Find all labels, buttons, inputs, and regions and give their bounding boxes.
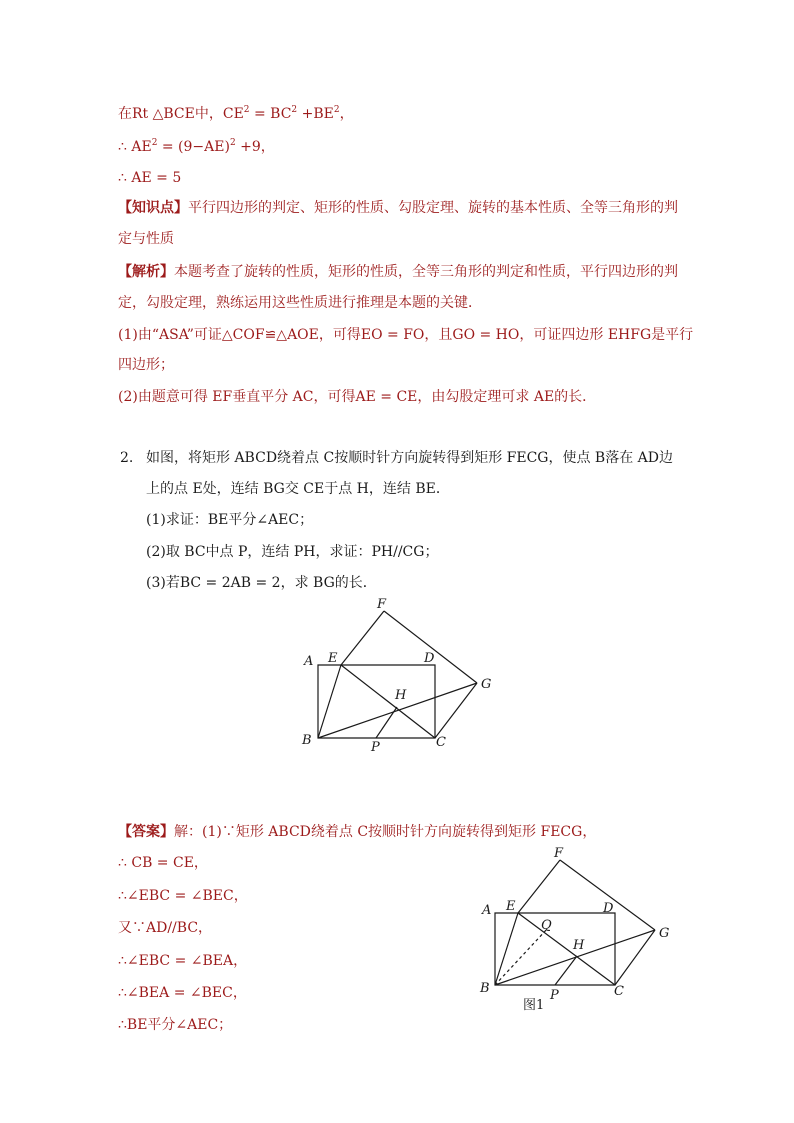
label-f: F xyxy=(377,597,387,612)
label-p: P xyxy=(371,740,380,755)
problem-number: 2. xyxy=(120,450,134,466)
analysis-line-5: (2)由题意可得 EF垂直平分 AC，可得AE = CE，由勾股定理可求 AE的长． xyxy=(118,389,597,405)
analysis-line-2: 定，勾股定理，熟练运用这些性质进行推理是本题的关键． xyxy=(118,295,482,311)
equation-ae-squared: ∴ $AE^2 = (9-AE)^2 +9$， xyxy=(118,138,275,155)
answer-line-5: ∴∠EBC = ∠BEA， xyxy=(118,953,248,969)
label-c-fig2: C xyxy=(614,984,624,999)
label-q-fig2: Q xyxy=(541,918,552,933)
answer-line-1: 【答案】解：(1)∵矩形 ABCD绕着点 C按顺时针方向旋转得到矩形 FECG， xyxy=(118,824,597,840)
problem-part-3: (3)若BC = 2AB = 2，求 BG的长． xyxy=(146,575,377,591)
answer-line-2: ∴ CB = CE， xyxy=(118,855,208,871)
label-c: C xyxy=(436,735,446,750)
label-b-fig2: B xyxy=(480,981,490,996)
segment-fg-fig2 xyxy=(560,860,655,930)
answer-line-7: ∴BE平分∠AEC； xyxy=(118,1017,233,1033)
problem-line-1: 如图，将矩形 ABCD绕着点 C按顺时针方向旋转得到矩形 FECG，使点 B落在 AD边 xyxy=(146,450,674,466)
label-d: D xyxy=(424,651,435,666)
answer-tag: 【答案】 xyxy=(118,824,174,840)
label-a-fig2: A xyxy=(482,903,492,918)
problem-part-1: (1)求证：BE平分∠AEC； xyxy=(146,512,314,528)
analysis-line-4: 四边形； xyxy=(118,357,174,373)
label-h-fig2: H xyxy=(573,938,585,953)
equation-ae-result: ∴ AE = 5 xyxy=(118,170,182,186)
label-g: G xyxy=(481,677,492,692)
segment-be-fig2 xyxy=(495,913,518,985)
equation-rt-triangle: 在Rt △BCE中，$CE^2 = BC^2 +BE^2$， xyxy=(118,105,354,122)
label-b: B xyxy=(302,733,312,748)
segment-ef-fig2 xyxy=(518,860,560,913)
rectangle-abcd-fig2 xyxy=(495,913,615,985)
label-p-fig2: P xyxy=(550,988,559,1003)
label-h: H xyxy=(395,688,407,703)
knowledge-tag: 【知识点】 xyxy=(118,200,188,216)
answer-line-3: ∴∠EBC = ∠BEC， xyxy=(118,888,248,904)
figure-caption: 图1 xyxy=(523,998,545,1013)
analysis-line-3: (1)由“ASA”可证△COF≌△AOE，可得EO = FO，且GO = HO，可证四边形 EHFG是平行 xyxy=(118,327,694,343)
knowledge-line-2: 定与性质 xyxy=(118,231,174,247)
analysis-tag: 【解析】 xyxy=(118,264,174,280)
answer-line-6: ∴∠BEA = ∠BEC， xyxy=(118,985,247,1001)
knowledge-line-1: 【知识点】平行四边形的判定、矩形的性质、勾股定理、旋转的基本性质、全等三角形的判 xyxy=(118,200,678,216)
label-f-fig2: F xyxy=(554,846,564,861)
analysis-line-1: 【解析】本题考查了旋转的性质，矩形的性质，全等三角形的判定和性质，平行四边形的判 xyxy=(118,264,678,280)
segment-gc-fig2 xyxy=(615,930,655,985)
label-d-fig2: D xyxy=(603,901,614,916)
label-a: A xyxy=(304,654,314,669)
problem-line-2: 上的点 E处，连结 BG交 CE于点 H，连结 BE． xyxy=(146,481,450,497)
label-g-fig2: G xyxy=(659,926,670,941)
label-e: E xyxy=(328,651,338,666)
label-e-fig2: E xyxy=(506,899,516,914)
problem-part-2: (2)取 BC中点 P，连结 PH，求证：PH//CG； xyxy=(146,544,439,560)
answer-line-4: 又∵AD//BC， xyxy=(118,920,213,936)
